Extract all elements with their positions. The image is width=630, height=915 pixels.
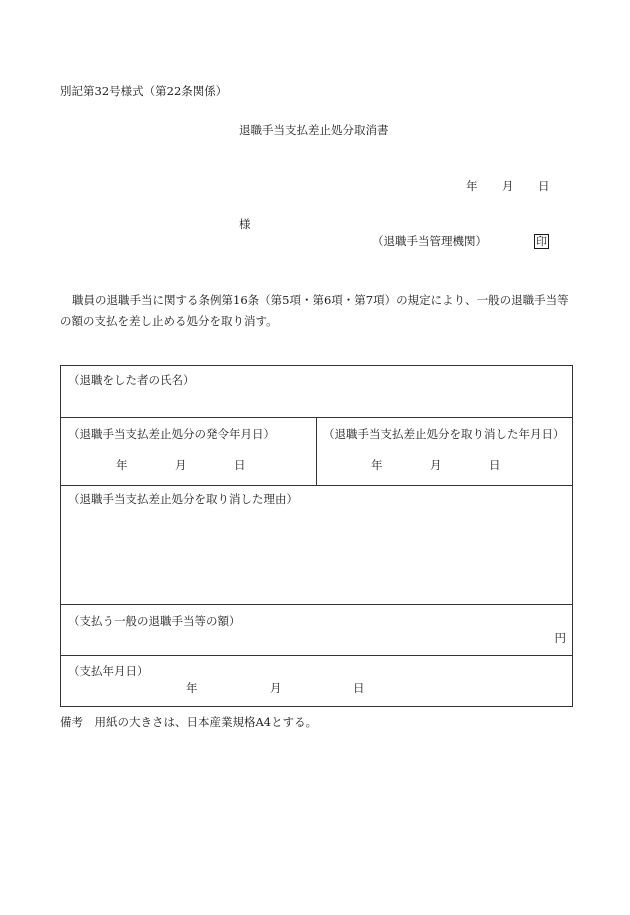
order-date-month: 月 (175, 458, 187, 472)
pay-date-day: 日 (353, 681, 365, 695)
order-date-year: 年 (116, 458, 128, 472)
cancel-date-day: 日 (489, 458, 501, 472)
pay-date-year: 年 (186, 681, 198, 695)
document-title: 退職手当支払差止処分取消書 (239, 123, 389, 137)
order-date-label: （退職手当支払差止処分の発令年月日） (68, 427, 275, 441)
pay-date-month: 月 (270, 681, 282, 695)
cancel-date-month: 月 (430, 458, 442, 472)
order-date-day: 日 (234, 458, 246, 472)
name-label: （退職をした者の氏名） (68, 373, 195, 387)
pay-date-label: （支払年月日） (68, 664, 149, 678)
reason-label: （退職手当支払差止処分を取り消した理由） (68, 492, 298, 506)
issue-date-year: 年 (466, 179, 478, 193)
form-number: 別記第32号様式（第22条関係） (60, 84, 228, 98)
form-table (60, 365, 573, 707)
seal-mark: 印 (536, 235, 547, 248)
body-text: 職員の退職手当に関する条例第16条（第5項・第6項・第7項）の規定により、一般の退職手当等の額の支払を差し止める処分を取り消す。 (60, 293, 569, 328)
amount-label: （支払う一般の退職手当等の額） (68, 614, 241, 628)
row-divider (61, 604, 572, 605)
issue-date-day: 日 (538, 179, 550, 193)
column-divider (316, 417, 317, 485)
row-divider (61, 485, 572, 486)
yen-unit: 円 (554, 631, 566, 645)
row-divider (61, 655, 572, 656)
cancel-date-label: （退職手当支払差止処分を取り消した年月日） (323, 427, 565, 441)
issuer-label: （退職手当管理機関） (372, 234, 487, 248)
addressee-suffix: 様 (239, 217, 251, 231)
note: 備考 用紙の大きさは、日本産業規格A4とする。 (60, 715, 318, 729)
issue-date-month: 月 (502, 179, 514, 193)
cancel-date-year: 年 (371, 458, 383, 472)
